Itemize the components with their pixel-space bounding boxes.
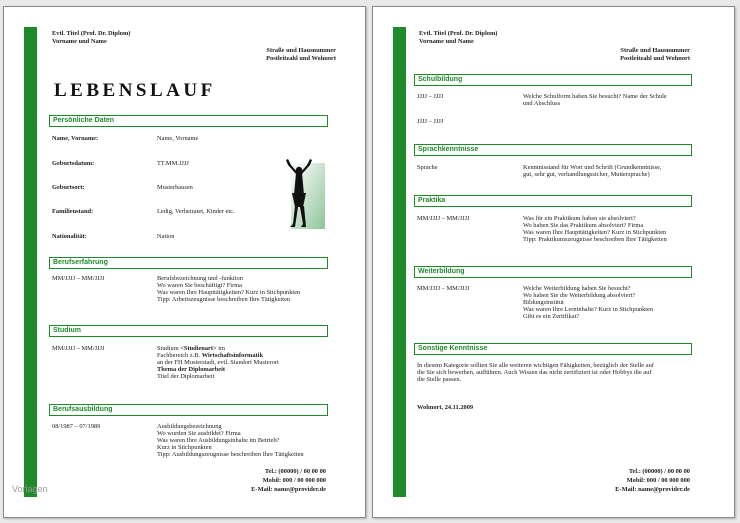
training-line: Kurz in Stichpunkten [157,444,212,451]
further-date: MM/JJJJ – MM/JJJJ [417,285,470,292]
training-date: 08/1987 – 07/1989 [52,423,101,430]
career-line: Wo waren Sie beschäftigt? Firma [157,282,243,289]
section-other-skills [414,343,692,355]
accent-bar [24,27,37,497]
header-title-name: Evtl. Titel (Prof. Dr. Diplom) [419,30,498,37]
section-title: Weiterbildung [418,268,465,275]
studies-thesis-topic: Thema der Diplomarbeit [157,366,226,373]
further-line: Was waren Ihre Lerninhalte? Kurz in Stichpunkten [523,306,654,313]
section-title: Berufsausbildung [53,406,113,413]
language-label: Sprache [417,164,438,171]
section-title: Sonstige Kenntnisse [418,345,488,352]
section-title: Praktika [418,197,446,204]
training-line: Tipp: Ausbildungszeugnisse beschreiben Ihre Tätigkeiten [157,451,304,458]
watermark: Vorlagen [12,484,48,494]
studies-line-2: Fachbereich z.B. Wirtschaftsinformatik [157,352,264,359]
internship-line: Was waren Ihre Haupttätigkeiten? Kurz in Stichpunkten [523,229,667,236]
language-line: Kenntnisstand für Wort und Schrift (Grundkenntnisse, [523,164,662,171]
section-internships [414,195,692,207]
personal-value: Ledig, Verheiratet, Kinder etc. [157,208,235,215]
personal-label: Familienstand: [52,208,94,215]
section-training [49,404,328,416]
internship-line: Wo haben Sie das Praktikum absolviert? Firma [523,222,644,229]
header-city: Postleitzahl und Wohnort [266,55,336,62]
footer-mobil: Mobil: 000 / 00 000 000 [626,477,690,484]
further-line: Welche Weiterbildung haben Sie besucht? [523,285,631,292]
cv-page-2 [372,6,735,518]
school-date: JJJJ – JJJJ [417,118,444,125]
career-line: Was waren Ihre Haupttätigkeiten? Kurz in Stichpunkten [157,289,301,296]
header-city: Postleitzahl und Wohnort [620,55,690,62]
section-title: Persönliche Daten [53,117,115,124]
section-school [414,74,692,86]
personal-value: Nation [157,233,175,240]
footer-email: E-Mail: name@provider.de [615,486,690,493]
header-street: Straße und Hausnummer [266,47,336,54]
school-line: Welche Schulform haben Sie besucht? Name der Schule [523,93,667,100]
header-name: Vorname und Name [52,38,107,45]
section-further-education [414,266,692,278]
career-date: MM/JJJJ – MM/JJJJ [52,275,105,282]
personal-value: Name, Vorname [157,135,199,142]
further-line: Wo haben Sie die Weiterbildung absolviert? [523,292,636,299]
page-title: LEBENSLAUF [54,80,216,101]
section-title: Studium [53,327,81,334]
training-line: Wo wurden Sie ausbildet? Firma [157,430,241,437]
other-line: die Sie sich bewerben, aufführen. Auch Wissen das nicht zertifiziert ist oder Hobbys die auf [417,369,652,376]
section-languages [414,144,692,156]
studies-line-3: an der FH Musterstadt, evtl. Standort Musterort [157,359,279,366]
personal-value: Musterhausen [157,184,193,191]
footer-email: E-Mail: name@provider.de [251,486,326,493]
header-name: Vorname und Name [419,38,474,45]
internship-date: MM/JJJJ – MM/JJJJ [417,215,470,222]
further-line: Bildungsinstitut [523,299,564,306]
cv-page-1 [3,6,366,518]
other-line: die Stelle passen. [417,376,462,383]
header-title-name: Evtl. Titel (Prof. Dr. Diplom) [52,30,131,37]
footer-tel: Tel.: (00000) / 00 00 00 [628,468,690,475]
career-line: Berufsbezeichnung und -funktion [157,275,243,282]
school-line: und Abschluss [523,100,561,107]
section-title: Schulbildung [418,76,463,83]
studies-date: MM/JJJJ – MM/JJJJ [52,345,105,352]
accent-bar [393,27,406,497]
further-line: Gibt es ein Zertifikat? [523,313,580,320]
section-studies [49,325,328,337]
studies-line-1: Studium <Studienart> im [157,345,226,352]
footer-mobil: Mobil: 000 / 00 000 000 [262,477,326,484]
personal-label: Nationalität: [52,233,87,240]
personal-label: Geburtsort: [52,184,85,191]
section-personal [49,115,328,127]
school-date: JJJJ – JJJJ [417,93,444,100]
person-silhouette-photo [279,159,325,231]
section-title: Berufserfahrung [53,259,108,266]
personal-label: Geburtsdatum: [52,160,95,167]
section-career [49,257,328,269]
career-line: Tipp: Arbeitszeugnisse beschreiben Ihre Tätigkeiten [157,296,291,303]
footer-tel: Tel.: (00000) / 00 00 00 [264,468,326,475]
personal-label: Name, Vorname: [52,135,99,142]
header-street: Straße und Hausnummer [620,47,690,54]
training-line: Was waren Ihre Ausbildungsinhalte im Betrieb? [157,437,280,444]
language-line: gut, sehr gut, verhandlungssicher, Muttersprache) [523,171,650,178]
training-line: Ausbildungsbezeichnung [157,423,222,430]
internship-line: Tipp: Praktikumszeugnisse beschreiben Ihre Tätigkeiten [523,236,667,243]
studies-thesis-title: Titel der Diplomarbeit [157,373,215,380]
place-date: Wohnort, 24.11.2009 [417,404,474,411]
section-title: Sprachkenntnisse [418,146,479,153]
other-line: In diesem Kategorie sollten Sie alle weiteren wichtigen Fähigkeiten, bezüglich der Stelle auf [417,362,654,369]
internship-line: Was für ein Praktikum haben sie absolviert? [523,215,636,222]
personal-value: TT.MM.JJJJ [157,160,189,167]
